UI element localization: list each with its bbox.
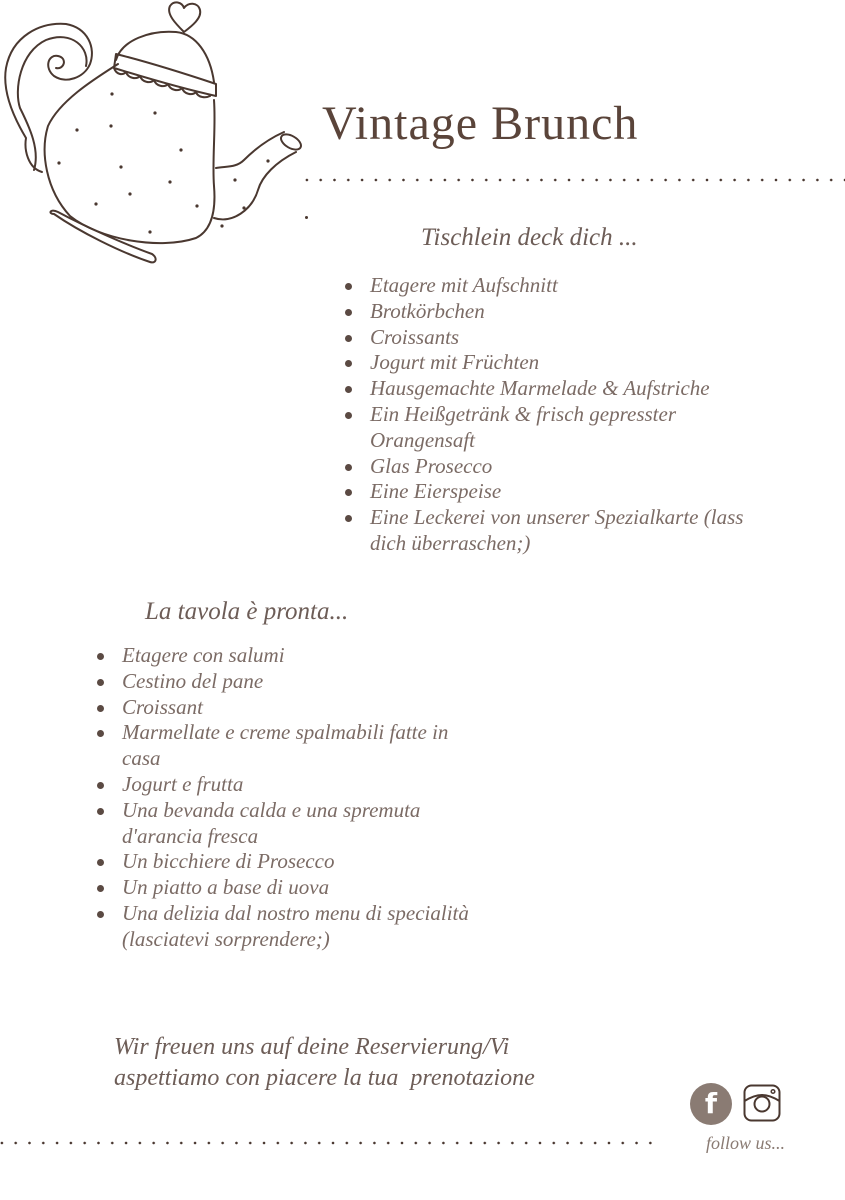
teapot-illustration	[0, 0, 310, 275]
list-item: Un piatto a base di uova	[95, 875, 495, 901]
list-item: Una bevanda calda e una spremuta d'arancia fresca	[95, 798, 462, 850]
list-item: Un bicchiere di Prosecco	[95, 849, 495, 875]
page-title: Vintage Brunch	[322, 97, 639, 150]
closing-line-italian: aspettiamo con piacere la tua prenotazione	[114, 1065, 535, 1091]
instagram-icon[interactable]	[743, 1084, 781, 1122]
decorative-dot	[305, 216, 308, 219]
list-item: Cestino del pane	[95, 669, 495, 695]
dotted-divider-bottom	[0, 1141, 655, 1145]
list-item: Jogurt mit Früchten	[343, 350, 763, 376]
list-item: Jogurt e frutta	[95, 772, 495, 798]
list-item: Una delizia dal nostro menu di specialità (lasciatevi sorprendere;)	[95, 901, 495, 953]
german-menu-list	[343, 273, 763, 557]
list-item: Croissant	[95, 695, 495, 721]
italian-menu-list	[95, 643, 495, 953]
dotted-divider-top	[300, 178, 845, 182]
list-item: Marmellate e creme spalmabili fatte in casa	[95, 720, 492, 772]
list-item: Hausgemachte Marmelade & Aufstriche	[343, 376, 763, 402]
list-item: Eine Leckerei von unserer Spezialkarte (lass dich überraschen;)	[343, 505, 763, 557]
facebook-glyph: f	[704, 1087, 718, 1120]
follow-us-label: follow us...	[706, 1133, 786, 1153]
closing-message	[114, 1032, 535, 1094]
list-item: Etagere mit Aufschnitt	[343, 273, 763, 299]
list-item: Eine Eierspeise	[343, 479, 763, 505]
list-item: Glas Prosecco	[343, 454, 763, 480]
list-item: Ein Heißgetränk & frisch gepresster Orangensaft	[343, 402, 700, 454]
facebook-icon[interactable]	[690, 1083, 732, 1125]
list-item: Etagere con salumi	[95, 643, 495, 669]
closing-line-german: Wir freuen uns auf deine Reservierung/Vi	[114, 1034, 510, 1060]
list-item: Brotkörbchen	[343, 299, 763, 325]
italian-section-heading: La tavola è pronta...	[145, 598, 349, 625]
list-item: Croissants	[343, 325, 763, 351]
german-section-heading: Tischlein deck dich ...	[421, 224, 638, 251]
